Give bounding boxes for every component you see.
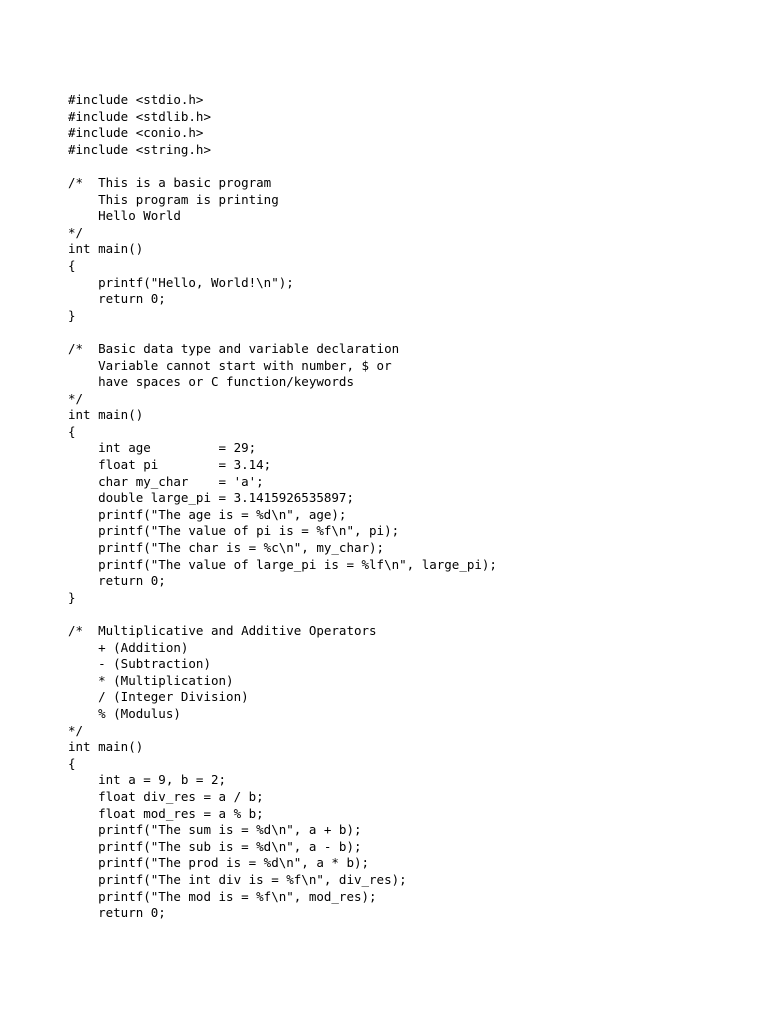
code-line: printf("The value of pi is = %f\n", pi); <box>68 523 400 539</box>
code-line: /* Multiplicative and Additive Operators <box>68 623 377 638</box>
code-line: int a = 9, b = 2; <box>68 772 227 788</box>
code-line: { <box>68 257 76 273</box>
code-line: #include <stdlib.h> <box>68 108 211 124</box>
code-line: { <box>68 755 76 771</box>
code-line <box>68 158 497 175</box>
code-line: have spaces or C function/keywords <box>68 374 354 390</box>
code-line: int main() <box>68 739 144 755</box>
code-line: /* This is a basic program <box>68 174 272 190</box>
code-line: float pi = 3.14; <box>68 457 272 473</box>
code-line: int age = 29; <box>68 440 257 456</box>
code-line: printf("The char is = %c\n", my_char); <box>68 540 385 556</box>
code-line: */ <box>68 224 84 240</box>
code-line: printf("The value of large_pi is = %lf\n", large_pi); <box>68 556 497 572</box>
code-line: / (Integer Division) <box>68 689 249 705</box>
code-line: printf("The int div is = %f\n", div_res); <box>68 871 407 887</box>
code-line: printf("The age is = %d\n", age); <box>68 506 347 522</box>
code-line: return 0; <box>68 291 166 307</box>
code-block <box>68 92 497 922</box>
code-line <box>68 324 497 341</box>
code-line: { <box>68 423 76 439</box>
code-line: Variable cannot start with number, $ or <box>68 357 392 373</box>
code-line: */ <box>68 722 84 738</box>
code-line: */ <box>68 390 84 406</box>
code-line: float div_res = a / b; <box>68 788 264 804</box>
code-line <box>68 606 497 623</box>
code-line: printf("Hello, World!\n"); <box>68 274 294 290</box>
code-line: } <box>68 307 76 323</box>
code-line: char my_char = 'a'; <box>68 473 264 489</box>
code-line: double large_pi = 3.1415926535897; <box>68 490 354 506</box>
code-line: printf("The sum is = %d\n", a + b); <box>68 822 362 838</box>
code-line: #include <string.h> <box>68 141 211 157</box>
code-line: Hello World <box>68 208 181 224</box>
code-line: int main() <box>68 407 144 423</box>
code-line: + (Addition) <box>68 639 189 655</box>
code-line: printf("The mod is = %f\n", mod_res); <box>68 888 377 904</box>
code-line: - (Subtraction) <box>68 656 211 672</box>
code-line: printf("The prod is = %d\n", a * b); <box>68 855 370 871</box>
code-line: printf("The sub is = %d\n", a - b); <box>68 838 362 854</box>
code-line: int main() <box>68 241 144 257</box>
code-line: float mod_res = a % b; <box>68 805 264 821</box>
code-line: % (Modulus) <box>68 705 181 721</box>
code-line: /* Basic data type and variable declaration <box>68 340 400 356</box>
code-line: This program is printing <box>68 191 279 207</box>
code-line: #include <stdio.h> <box>68 92 204 107</box>
code-line: * (Multiplication) <box>68 672 234 688</box>
code-line: return 0; <box>68 573 166 589</box>
code-line: #include <conio.h> <box>68 125 204 141</box>
code-line: } <box>68 589 76 605</box>
code-line: return 0; <box>68 905 166 921</box>
